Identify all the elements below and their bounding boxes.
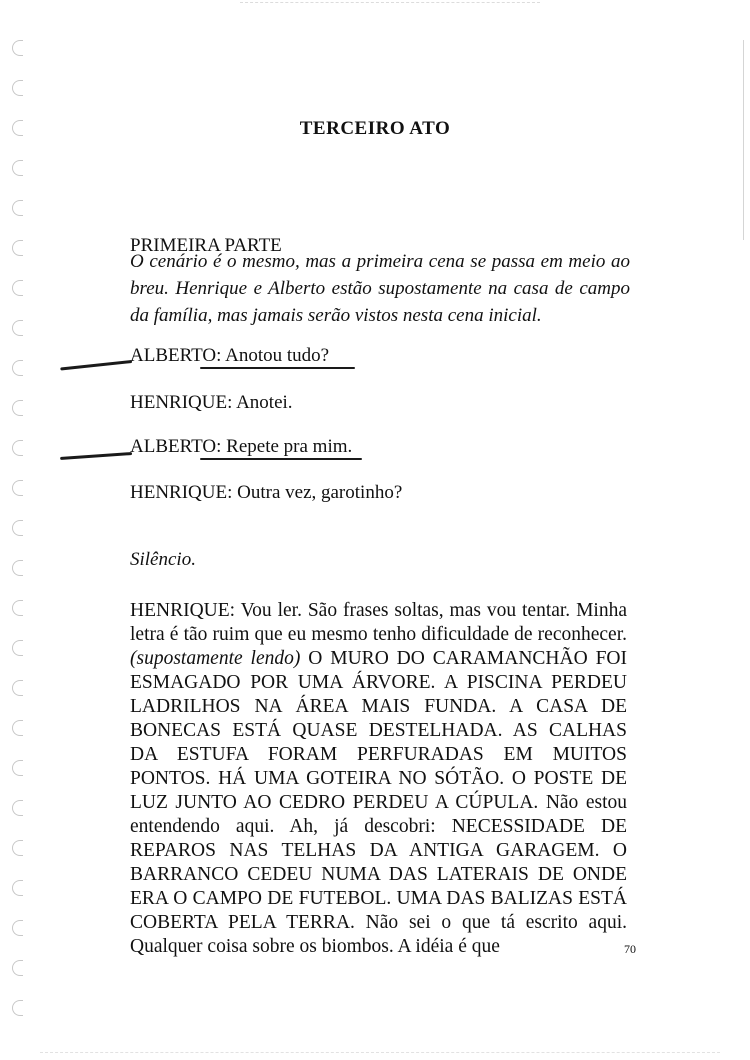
page-number: 70 bbox=[624, 942, 636, 956]
binding-hole-marks bbox=[8, 30, 32, 1040]
henrique-speech bbox=[130, 599, 627, 959]
scan-artifact-top bbox=[240, 2, 540, 4]
speech-stage-note: (supostamente lendo) bbox=[130, 648, 301, 669]
stage-direction: O cenário é o mesmo, mas a primeira cena se passa em meio ao breu. Henrique e Alberto estão supostamente na casa de campo da família, mas jamais serão vistos nesta cena inicial. bbox=[130, 251, 630, 326]
dialogue-line-alberto-1: ALBERTO: Anotou tudo? bbox=[130, 345, 330, 366]
act-title: TERCEIRO ATO bbox=[299, 118, 451, 139]
part-label: PRIMEIRA PARTE bbox=[130, 235, 282, 256]
dialogue-line-henrique-1: HENRIQUE: Anotei. bbox=[130, 392, 293, 413]
stage-direction-silence: Silêncio. bbox=[130, 549, 196, 570]
dialogue-line-henrique-2: HENRIQUE: Outra vez, garotinho? bbox=[130, 482, 403, 503]
dialogue-line-alberto-2: ALBERTO: Repete pra mim. bbox=[130, 436, 353, 457]
speech-reading: O MURO DO CARAMANCHÃO FOI ESMAGADO POR UMA ÁRVORE. A PISCINA PERDEU LADRILHOS NA ÁREA MAIS FUNDA. A CASA DE BONECAS ESTÁ QUASE DESTELHADA. AS CALHAS DA ESTUFA FORAM PERFURADAS EM MUITOS PONTOS. HÁ UMA GOTEIRA NO SÓTÃO. O POSTE DE LUZ JUNTO AO CEDRO PERDEU A CÚPULA. Não estou entendendo aqui. Ah, já descobri: NECESSIDADE DE REPAROS NAS TELHAS DA ANTIGA GARAGEM. O BARRANCO CEDEU NUMA DAS LATERAIS DE ONDE ERA O CAMPO DE FUTEBOL. UMA DAS BALIZAS ESTÁ COBERTA PELA TERRA. Não sei o que tá escrito aqui. Qualquer coisa sobre os biombos. A idéia é que bbox=[130, 648, 627, 957]
scan-artifact-right bbox=[743, 40, 744, 240]
pen-arrow-mark bbox=[60, 452, 132, 460]
pen-arrow-mark bbox=[60, 360, 132, 371]
scan-artifact-bottom bbox=[40, 1052, 720, 1054]
speech-intro: HENRIQUE: Vou ler. São frases soltas, mas vou tentar. Minha letra é tão ruim que eu mesmo tenho dificuldade de reconhecer. bbox=[130, 600, 627, 645]
